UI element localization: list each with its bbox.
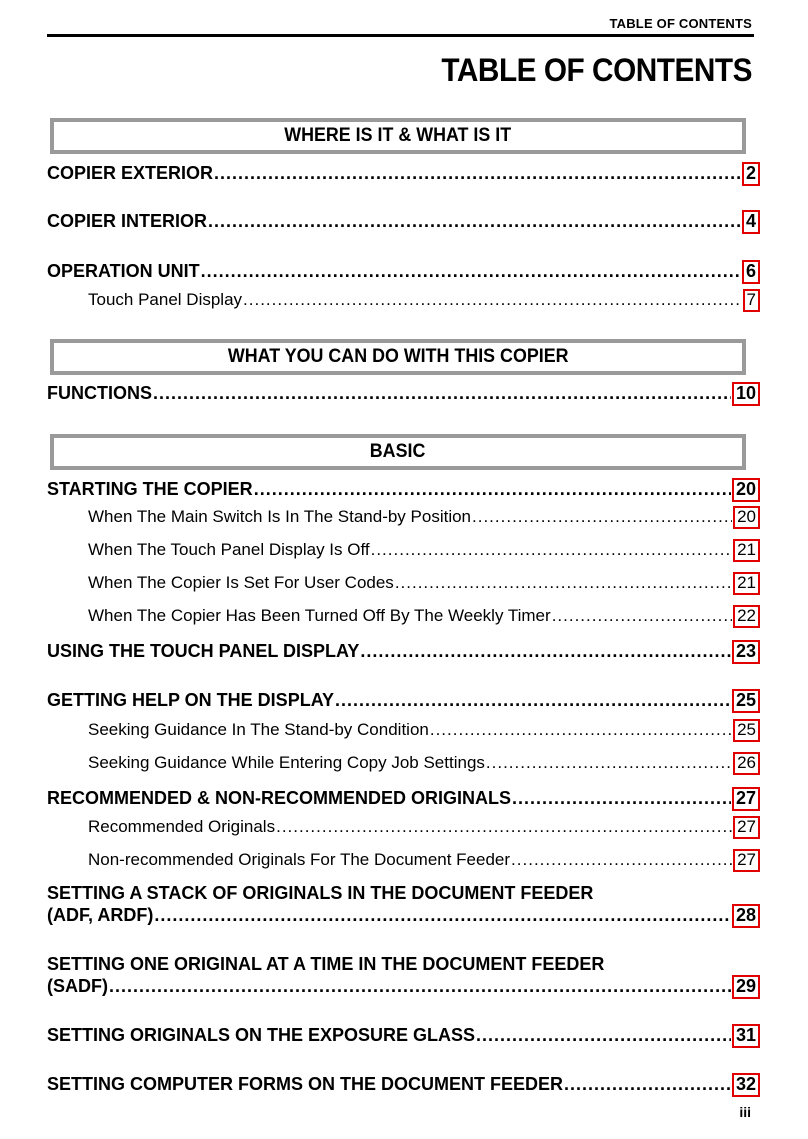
dot-leader: [511, 850, 732, 870]
dot-leader: [512, 788, 731, 809]
dot-leader: [109, 976, 731, 997]
running-head: TABLE OF CONTENTS: [609, 16, 752, 31]
page-number[interactable]: 6: [742, 260, 760, 284]
entry-label: USING THE TOUCH PANEL DISPLAY: [47, 641, 360, 661]
dot-leader: [476, 1025, 731, 1046]
page-number[interactable]: 27: [733, 849, 760, 872]
section-header-where: [50, 118, 746, 154]
toc-entry-display-off[interactable]: [88, 539, 760, 562]
page-folio: iii: [739, 1104, 751, 1120]
entry-label: OPERATION UNIT: [47, 261, 200, 281]
dot-leader: [335, 690, 731, 711]
dot-leader: [371, 540, 732, 560]
dot-leader: [472, 507, 732, 527]
entry-label: Recommended Originals: [88, 817, 276, 836]
dot-leader: [154, 905, 731, 926]
page-number[interactable]: 2: [742, 162, 760, 186]
entry-label: (ADF, ARDF): [47, 905, 154, 925]
entry-label: Touch Panel Display: [88, 290, 243, 309]
entry-label: STARTING THE COPIER: [47, 479, 253, 499]
toc-entry-copier-interior[interactable]: [47, 210, 760, 234]
entry-label: GETTING HELP ON THE DISPLAY: [47, 690, 335, 710]
toc-entry-stack-originals-line1: SETTING A STACK OF ORIGINALS IN THE DOCUMENT FEEDER: [47, 883, 594, 903]
dot-leader: [201, 261, 741, 282]
toc-entry-functions[interactable]: [47, 382, 760, 406]
entry-label: Seeking Guidance In The Stand-by Condition: [88, 720, 429, 739]
toc-entry-stack-originals[interactable]: [47, 904, 760, 928]
page-number[interactable]: 21: [733, 539, 760, 562]
section-title: WHERE IS IT & WHAT IS IT: [284, 125, 512, 146]
dot-leader: [564, 1074, 731, 1095]
toc-entry-copier-exterior[interactable]: [47, 162, 760, 186]
dot-leader: [552, 606, 732, 626]
dot-leader: [254, 479, 731, 500]
toc-entry-starting-the-copier[interactable]: [47, 478, 760, 502]
section-header-basic: [50, 434, 746, 470]
entry-label: Seeking Guidance While Entering Copy Job Settings: [88, 753, 485, 772]
toc-entry-recommended-originals-section[interactable]: [47, 787, 760, 811]
toc-entry-touch-panel-display[interactable]: [88, 289, 760, 312]
toc-entry-guidance-copy-job[interactable]: [88, 752, 760, 775]
dot-leader: [360, 641, 731, 662]
entry-label: COPIER EXTERIOR: [47, 163, 214, 183]
page-number[interactable]: 27: [733, 816, 760, 839]
page-number[interactable]: 29: [732, 975, 760, 999]
entry-label: When The Main Switch Is In The Stand-by Position: [88, 507, 472, 526]
page-number[interactable]: 28: [732, 904, 760, 928]
page-number[interactable]: 23: [732, 640, 760, 664]
entry-label: When The Copier Is Set For User Codes: [88, 573, 394, 592]
entry-label: Non-recommended Originals For The Document Feeder: [88, 850, 511, 869]
page-number[interactable]: 20: [733, 506, 760, 529]
toc-entry-exposure-glass[interactable]: [47, 1024, 760, 1048]
toc-entry-computer-forms[interactable]: [47, 1073, 760, 1097]
entry-label: (SADF): [47, 976, 108, 996]
entry-label: When The Touch Panel Display Is Off: [88, 540, 370, 559]
page-number[interactable]: 10: [732, 382, 760, 406]
entry-label: SETTING COMPUTER FORMS ON THE DOCUMENT FEEDER: [47, 1074, 564, 1094]
page-number[interactable]: 4: [742, 210, 760, 234]
toc-entry-non-recommended-originals[interactable]: [88, 849, 760, 872]
dot-leader: [395, 573, 732, 593]
page-number[interactable]: 21: [733, 572, 760, 595]
toc-entry-main-switch-standby[interactable]: [88, 506, 760, 529]
page-title: TABLE OF CONTENTS: [441, 52, 752, 88]
dot-leader: [153, 383, 731, 404]
section-title: WHAT YOU CAN DO WITH THIS COPIER: [227, 346, 569, 367]
toc-entry-one-original-line1: SETTING ONE ORIGINAL AT A TIME IN THE DOCUMENT FEEDER: [47, 954, 605, 974]
page-number[interactable]: 27: [732, 787, 760, 811]
header-rule: [47, 34, 754, 37]
page-number[interactable]: 22: [733, 605, 760, 628]
dot-leader: [486, 753, 732, 773]
page-number[interactable]: 32: [732, 1073, 760, 1097]
section-header-what-you-can-do: [50, 339, 746, 375]
toc-entry-getting-help[interactable]: [47, 689, 760, 713]
page-number[interactable]: 25: [732, 689, 760, 713]
toc-entry-operation-unit[interactable]: [47, 260, 760, 284]
dot-leader: [243, 290, 742, 310]
entry-label: FUNCTIONS: [47, 383, 152, 403]
page-number[interactable]: 7: [743, 289, 760, 312]
entry-label: When The Copier Has Been Turned Off By The Weekly Timer: [88, 606, 551, 625]
toc-entry-recommended-originals[interactable]: [88, 816, 760, 839]
dot-leader: [214, 163, 741, 184]
section-title: BASIC: [370, 441, 426, 462]
page-number[interactable]: 25: [733, 719, 760, 742]
toc-entry-guidance-standby[interactable]: [88, 719, 760, 742]
toc-entry-using-touch-panel[interactable]: [47, 640, 760, 664]
page-number[interactable]: 26: [733, 752, 760, 775]
page-number[interactable]: 20: [732, 478, 760, 502]
toc-entry-weekly-timer[interactable]: [88, 605, 760, 628]
entry-label: SETTING ORIGINALS ON THE EXPOSURE GLASS: [47, 1025, 476, 1045]
toc-entry-one-original[interactable]: [47, 975, 760, 999]
dot-leader: [208, 211, 741, 232]
page-number[interactable]: 31: [732, 1024, 760, 1048]
dot-leader: [276, 817, 732, 837]
dot-leader: [430, 720, 732, 740]
entry-label: COPIER INTERIOR: [47, 211, 208, 231]
toc-entry-user-codes[interactable]: [88, 572, 760, 595]
entry-label: RECOMMENDED & NON-RECOMMENDED ORIGINALS: [47, 788, 512, 808]
